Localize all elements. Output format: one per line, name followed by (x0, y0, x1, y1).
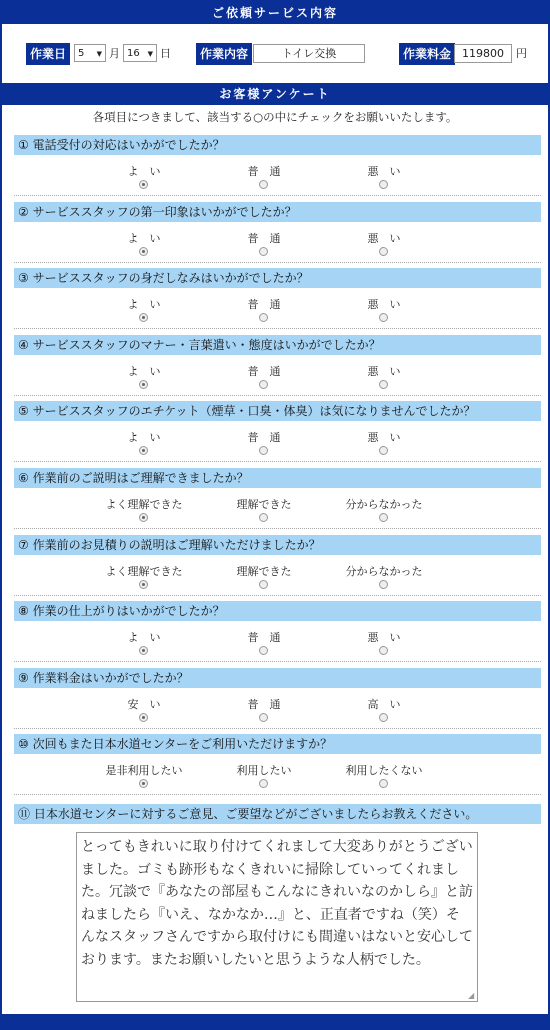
day-value: 16 (127, 48, 140, 59)
question-9-option-1-label: 安 い (127, 698, 161, 711)
month-unit: 月 (109, 47, 120, 60)
question-1-option-3-label: 悪 い (367, 165, 401, 178)
question-5-option-1-label: よ い (127, 431, 161, 444)
question-divider (14, 461, 541, 462)
question-1-text: ① 電話受付の対応はいかがでしたか？ (14, 135, 541, 155)
question-5-option-2-radio[interactable] (259, 446, 268, 455)
question-6-option-3-radio[interactable] (379, 513, 388, 522)
question-7-option-1-radio[interactable] (139, 580, 148, 589)
question-7-option-1-label: よく理解できた (105, 565, 183, 578)
question-3-option-2-radio[interactable] (259, 313, 268, 322)
month-value: 5 (78, 48, 85, 59)
question-4-option-1-label: よ い (127, 365, 161, 378)
question-1-option-1-label: よ い (127, 165, 161, 178)
question-3-option-1-label: よ い (127, 298, 161, 311)
question-8-option-3-label: 悪 い (367, 631, 401, 644)
question-divider (14, 195, 541, 196)
chevron-down-icon: ▼ (147, 50, 153, 58)
question-9-option-3-radio[interactable] (379, 713, 388, 722)
question-2-option-3-label: 悪 い (367, 232, 401, 245)
work-content-label: 作業内容 (196, 43, 252, 65)
work-content-field[interactable]: トイレ交換 (253, 44, 365, 63)
comment-question: ⑪ 日本水道センターに対するご意見、ご要望などがございましたらお教えください。 (14, 804, 541, 824)
question-10-option-2-label: 利用したい (236, 764, 292, 777)
question-divider (14, 528, 541, 529)
question-10-option-3-label: 利用したくない (345, 764, 423, 777)
question-2-text: ② サービススタッフの第一印象はいかがでしたか？ (14, 202, 541, 222)
question-10-option-1-radio[interactable] (139, 779, 148, 788)
question-7-text: ⑦ 作業前のお見積りの説明はご理解いただけましたか？ (14, 535, 541, 555)
question-7-option-2-label: 理解できた (236, 565, 292, 578)
question-8-option-3-radio[interactable] (379, 646, 388, 655)
question-7-option-2-radio[interactable] (259, 580, 268, 589)
question-7-option-3-radio[interactable] (379, 580, 388, 589)
question-4-option-3-radio[interactable] (379, 380, 388, 389)
question-3-option-1-radio[interactable] (139, 313, 148, 322)
question-3-text: ③ サービススタッフの身だしなみはいかがでしたか？ (14, 268, 541, 288)
question-divider (14, 328, 541, 329)
question-8-option-1-label: よ い (127, 631, 161, 644)
question-10-option-1-label: 是非利用したい (105, 764, 183, 777)
question-4-option-2-label: 普 通 (247, 365, 281, 378)
survey-section-header: お客様アンケート (2, 83, 548, 105)
question-divider (14, 661, 541, 662)
work-fee-label: 作業料金 (399, 43, 455, 65)
question-1-option-2-radio[interactable] (259, 180, 268, 189)
month-select[interactable] (74, 44, 106, 62)
question-9-text: ⑨ 作業料金はいかがでしたか？ (14, 668, 541, 688)
question-2-option-2-radio[interactable] (259, 247, 268, 256)
comment-text: とってもきれいに取り付けてくれまして大変ありがとうございました。ゴミも跡形もなくきれいに掃除していってくれました。冗談で『あなたの部屋もこんなにきれいなのかしら』と訪ねましたら『いえ、なかなか…』と、正直者ですね（笑）そんなスタッフさんですから取付けにも間違いはないと安心しております。またお願いしたいと思うような人柄でした。 (81, 839, 473, 968)
day-unit: 日 (160, 47, 171, 60)
service-section-header: ご依頼サービス内容 (2, 2, 548, 24)
day-select[interactable] (123, 44, 157, 62)
question-2-option-1-radio[interactable] (139, 247, 148, 256)
question-5-option-3-label: 悪 い (367, 431, 401, 444)
question-8-text: ⑧ 作業の仕上がりはいかがでしたか？ (14, 601, 541, 621)
question-4-text: ④ サービススタッフのマナー・言葉遣い・態度はいかがでしたか？ (14, 335, 541, 355)
question-5-option-1-radio[interactable] (139, 446, 148, 455)
question-divider (14, 395, 541, 396)
question-4-option-1-radio[interactable] (139, 380, 148, 389)
question-divider (14, 728, 541, 729)
question-10-text: ⑩ 次回もまた日本水道センターをご利用いただけますか？ (14, 734, 541, 754)
question-9-option-3-label: 高 い (367, 698, 401, 711)
comment-textarea[interactable] (76, 832, 478, 1002)
question-7-option-3-label: 分からなかった (345, 565, 423, 578)
question-9-option-2-label: 普 通 (247, 698, 281, 711)
question-2-option-1-label: よ い (127, 232, 161, 245)
survey-instructions: 各項目につきまして、該当する○の中にチェックをお願いいたします。 (92, 110, 458, 124)
question-3-option-2-label: 普 通 (247, 298, 281, 311)
question-1-option-2-label: 普 通 (247, 165, 281, 178)
question-10-option-2-radio[interactable] (259, 779, 268, 788)
question-8-option-2-label: 普 通 (247, 631, 281, 644)
question-5-option-2-label: 普 通 (247, 431, 281, 444)
question-5-option-3-radio[interactable] (379, 446, 388, 455)
question-3-option-3-label: 悪 い (367, 298, 401, 311)
question-2-option-3-radio[interactable] (379, 247, 388, 256)
question-6-option-1-radio[interactable] (139, 513, 148, 522)
resize-handle-icon[interactable]: ◢ (468, 991, 475, 1000)
question-6-text: ⑥ 作業前のご説明はご理解できましたか？ (14, 468, 541, 488)
question-divider (14, 595, 541, 596)
question-4-option-3-label: 悪 い (367, 365, 401, 378)
question-8-option-1-radio[interactable] (139, 646, 148, 655)
question-9-option-1-radio[interactable] (139, 713, 148, 722)
question-6-option-3-label: 分からなかった (345, 498, 423, 511)
question-3-option-3-radio[interactable] (379, 313, 388, 322)
chevron-down-icon: ▼ (96, 50, 102, 58)
work-date-label: 作業日 (26, 43, 70, 65)
question-9-option-2-radio[interactable] (259, 713, 268, 722)
service-details-row (2, 25, 548, 84)
question-1-option-1-radio[interactable] (139, 180, 148, 189)
question-divider (14, 794, 541, 795)
question-2-option-2-label: 普 通 (247, 232, 281, 245)
question-5-text: ⑤ サービススタッフのエチケット（煙草・口臭・体臭）は気になりませんでしたか？ (14, 401, 541, 421)
question-divider (14, 262, 541, 263)
work-fee-field[interactable]: 119800 (454, 44, 512, 63)
question-8-option-2-radio[interactable] (259, 646, 268, 655)
question-10-option-3-radio[interactable] (379, 779, 388, 788)
question-6-option-2-label: 理解できた (236, 498, 292, 511)
question-1-option-3-radio[interactable] (379, 180, 388, 189)
question-6-option-1-label: よく理解できた (105, 498, 183, 511)
footer-bar (2, 1014, 548, 1028)
fee-unit: 円 (516, 47, 527, 60)
question-4-option-2-radio[interactable] (259, 380, 268, 389)
question-6-option-2-radio[interactable] (259, 513, 268, 522)
